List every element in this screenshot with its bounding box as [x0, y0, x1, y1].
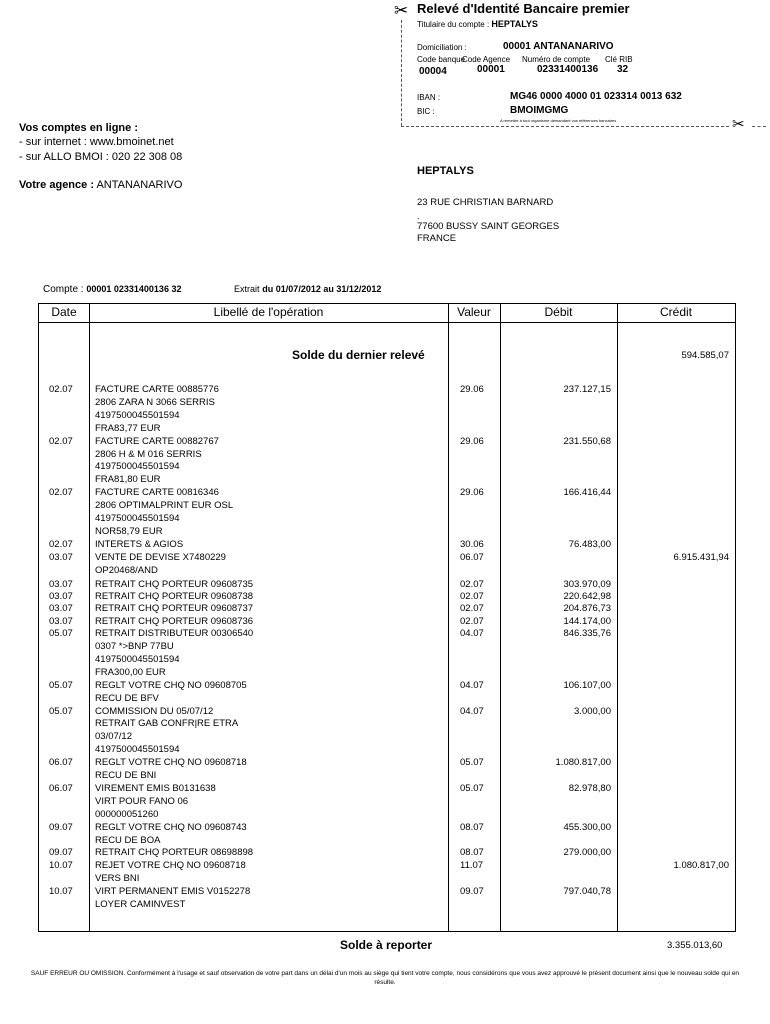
row-debit: 106.107,00	[563, 679, 611, 691]
rib-cle-rib: 32	[617, 64, 629, 75]
row-libelle-line: FACTURE CARTE 00816346	[95, 487, 219, 499]
rib-bic-label: BIC :	[417, 107, 435, 116]
row-libelle-line: 000000051260	[95, 808, 159, 820]
row-libelle-line: VIREMENT EMIS B0131638	[95, 782, 216, 794]
rib-note: A remettre à tout organisme demandant vos références bancaires	[500, 118, 617, 123]
row-libelle-line: RETRAIT GAB CONFR|RE ETRA	[95, 718, 239, 730]
row-valeur: 04.07	[460, 628, 484, 640]
rib-cut-line-tail	[752, 126, 766, 127]
account-label: Compte :	[43, 284, 84, 295]
row-date: 03.07	[49, 552, 73, 564]
row-libelle-line: INTERETS & AGIOS	[95, 538, 184, 550]
row-date: 03.07	[49, 578, 73, 590]
previous-balance-label: Solde du dernier relevé	[292, 348, 425, 362]
footer-disclaimer: SAUF ERREUR OU OMISSION. Conformément à l'usage et sauf observation de votre part dans un délai d'un mois au siège qui tient votre compte, nous considérons que vous avez approuvé le présent document ainsi que le nouveau solde qui en résulte.	[30, 970, 740, 986]
row-libelle-line: FRA300,00 EUR	[95, 666, 166, 678]
agency	[19, 179, 182, 191]
address-line1: 23 RUE CHRISTIAN BARNARD	[417, 197, 554, 208]
row-date: 05.07	[49, 705, 73, 717]
rib-code-banque-label: Code banque	[417, 55, 466, 64]
row-libelle-line: RETRAIT CHQ PORTEUR 09608736	[95, 615, 254, 627]
row-debit: 204.876,73	[563, 603, 611, 615]
column-divider	[448, 304, 449, 931]
rib-bic-value: BMOIMGMG	[510, 105, 569, 116]
row-libelle-line: NOR58,79 EUR	[95, 525, 163, 537]
header-libelle: Libellé de l'opération	[213, 305, 324, 319]
row-debit: 279.000,00	[563, 847, 611, 859]
online-allo: - sur ALLO BMOI : 020 22 308 08	[19, 151, 183, 163]
row-valeur: 29.06	[460, 487, 484, 499]
row-date: 09.07	[49, 847, 73, 859]
rib-cle-rib-label: Clé RIB	[605, 55, 633, 64]
row-libelle-line: RETRAIT CHQ PORTEUR 09608735	[95, 578, 254, 590]
rib-iban-label: IBAN :	[417, 93, 441, 102]
row-debit: 846.335,76	[563, 628, 611, 640]
row-debit: 76.483,00	[568, 538, 611, 550]
row-debit: 303.970,09	[563, 578, 611, 590]
row-libelle-line: 4197500045501594	[95, 653, 180, 665]
row-libelle-line: 4197500045501594	[95, 744, 180, 756]
operations-table	[38, 303, 736, 932]
row-libelle-line: 03/07/12	[95, 731, 132, 743]
carry-label: Solde à reporter	[340, 938, 433, 952]
row-debit: 455.300,00	[563, 821, 611, 833]
row-libelle-line: 4197500045501594	[95, 513, 180, 524]
row-libelle-line: REGLT VOTRE CHQ NO 09608705	[95, 679, 247, 691]
rib-numero-compte-label: Numéro de compte	[522, 55, 591, 64]
rib-cut-line-vertical	[401, 20, 402, 126]
row-valeur: 05.07	[460, 782, 484, 794]
row-libelle-line: 2806 H & M 016 SERRIS	[95, 448, 202, 460]
row-valeur: 08.07	[460, 847, 484, 859]
row-libelle-line: OP20468/AND	[95, 565, 158, 577]
header-debit: Débit	[544, 305, 573, 319]
row-debit: 82.978,80	[568, 782, 611, 794]
row-debit: 144.174,00	[563, 615, 611, 627]
row-valeur: 30.06	[460, 538, 484, 550]
header-credit: Crédit	[659, 305, 692, 319]
row-libelle-line: RECU DE BFV	[95, 692, 159, 704]
row-libelle-line: RETRAIT CHQ PORTEUR 09608738	[95, 590, 254, 602]
extract-line	[234, 284, 381, 295]
row-libelle-line: RECU DE BOA	[95, 834, 161, 846]
row-libelle-line: RETRAIT DISTRIBUTEUR 00306540	[95, 628, 254, 640]
row-libelle-line: FRA83,77 EUR	[95, 422, 161, 434]
header-date: Date	[51, 305, 77, 319]
row-libelle-line: FACTURE CARTE 00885776	[95, 384, 219, 395]
row-valeur: 11.07	[460, 860, 484, 872]
row-libelle-line: VIRT POUR FANO 06	[95, 795, 189, 807]
row-valeur: 02.07	[460, 578, 484, 590]
carry-value: 3.355.013,60	[667, 940, 723, 951]
rib-iban-value: MG46 0000 4000 01 023314 0013 632	[510, 91, 682, 102]
extract-label: Extrait	[234, 284, 260, 294]
row-date: 02.07	[49, 384, 73, 395]
rib-numero-compte: 02331400136	[537, 64, 599, 75]
row-valeur: 29.06	[460, 384, 484, 395]
row-libelle-line: 0307 *>BNP 77BU	[95, 641, 174, 652]
row-libelle-line: FRA81,80 EUR	[95, 474, 161, 486]
row-libelle-line: 4197500045501594	[95, 409, 180, 421]
row-debit: 797.040,78	[563, 886, 611, 898]
row-libelle-line: 4197500045501594	[95, 461, 180, 473]
row-libelle-line: COMMISSION DU 05/07/12	[95, 705, 214, 717]
row-debit: 3.000,00	[574, 705, 611, 717]
row-libelle-line: RETRAIT CHQ PORTEUR 08698898	[95, 847, 254, 859]
row-valeur: 02.07	[460, 615, 484, 627]
row-libelle-line: VIRT PERMANENT EMIS V0152278	[95, 886, 251, 898]
row-libelle-line: FACTURE CARTE 00882767	[95, 435, 219, 447]
address-name: HEPTALYS	[417, 165, 474, 177]
row-valeur: 05.07	[460, 757, 484, 769]
row-credit: 6.915.431,94	[673, 552, 729, 564]
row-libelle-line: REJET VOTRE CHQ NO 09608718	[95, 860, 246, 872]
row-valeur: 06.07	[460, 552, 484, 564]
row-libelle-line: RECU DE BNI	[95, 770, 157, 781]
row-date: 09.07	[49, 821, 73, 833]
address-line2: .	[417, 211, 420, 221]
rib-holder-label: Titulaire du compte :	[417, 20, 490, 29]
row-libelle-line: REGLT VOTRE CHQ NO 09608718	[95, 757, 247, 769]
column-divider	[617, 304, 618, 931]
row-debit: 166.416,44	[563, 487, 611, 499]
column-divider	[500, 304, 501, 931]
row-libelle-line: REGLT VOTRE CHQ NO 09608743	[95, 821, 247, 833]
previous-balance-value: 594.585,07	[681, 350, 729, 361]
row-date: 02.07	[49, 435, 73, 447]
rib-cut-line-horizontal	[401, 126, 729, 127]
row-valeur: 08.07	[460, 821, 484, 833]
row-valeur: 04.07	[460, 705, 484, 717]
scissors-icon: ✂	[732, 116, 745, 133]
address-line3: 77600 BUSSY SAINT GEORGES	[417, 221, 560, 232]
online-internet: - sur internet : www.bmoinet.net	[19, 136, 174, 148]
row-libelle-line: 2806 ZARA N 3066 SERRIS	[95, 396, 215, 408]
account-value: 00001 02331400136 32	[86, 284, 182, 294]
row-date: 03.07	[49, 603, 73, 615]
row-debit: 1.080.817,00	[555, 757, 611, 769]
rib-code-banque: 00004	[419, 66, 447, 77]
row-valeur: 29.06	[460, 435, 484, 447]
row-valeur: 02.07	[460, 603, 484, 615]
row-credit: 1.080.817,00	[673, 860, 729, 872]
row-date: 06.07	[49, 757, 73, 769]
agency-value: ANTANANARIVO	[96, 179, 183, 191]
rib-domiciliation-label: Domiciliation :	[417, 43, 467, 52]
row-date: 02.07	[49, 538, 73, 550]
row-libelle-line: LOYER CAMINVEST	[95, 899, 186, 910]
extract-value: du 01/07/2012 au 31/12/2012	[262, 284, 382, 294]
row-date: 10.07	[49, 886, 73, 898]
row-libelle-line: VERS BNI	[95, 873, 140, 885]
row-date: 06.07	[49, 782, 73, 794]
row-date: 02.07	[49, 487, 73, 499]
row-valeur: 02.07	[460, 590, 484, 602]
address-line4: FRANCE	[417, 233, 457, 244]
header-valeur: Valeur	[457, 305, 491, 319]
row-date: 05.07	[49, 679, 73, 691]
row-libelle-line: RETRAIT CHQ PORTEUR 09608737	[95, 603, 254, 615]
account-line	[43, 284, 181, 295]
rib-code-agence-label: Code Agence	[462, 55, 511, 64]
online-title: Vos comptes en ligne :	[19, 122, 138, 134]
row-libelle-line: 2806 OPTIMALPRINT EUR OSL	[95, 500, 234, 512]
row-libelle-line: VENTE DE DEVISE X7480229	[95, 552, 226, 564]
header-divider	[39, 322, 735, 323]
rib-holder	[417, 19, 538, 29]
rib-domiciliation-value: 00001 ANTANANARIVO	[503, 41, 614, 52]
scissors-icon: ✂	[394, 1, 409, 20]
row-valeur: 04.07	[460, 679, 484, 691]
row-date: 05.07	[49, 628, 73, 640]
row-debit: 220.642,98	[563, 590, 611, 602]
row-date: 10.07	[49, 860, 73, 872]
column-divider	[89, 304, 90, 931]
rib-holder-value: HEPTALYS	[491, 19, 538, 29]
agency-label: Votre agence :	[19, 179, 94, 191]
row-date: 03.07	[49, 615, 73, 627]
row-date: 03.07	[49, 590, 73, 602]
rib-title: Relevé d'Identité Bancaire premier	[417, 1, 630, 16]
row-debit: 237.127,15	[563, 384, 611, 395]
row-debit: 231.550,68	[563, 435, 611, 447]
rib-code-agence: 00001	[477, 64, 505, 75]
row-valeur: 09.07	[460, 886, 484, 898]
